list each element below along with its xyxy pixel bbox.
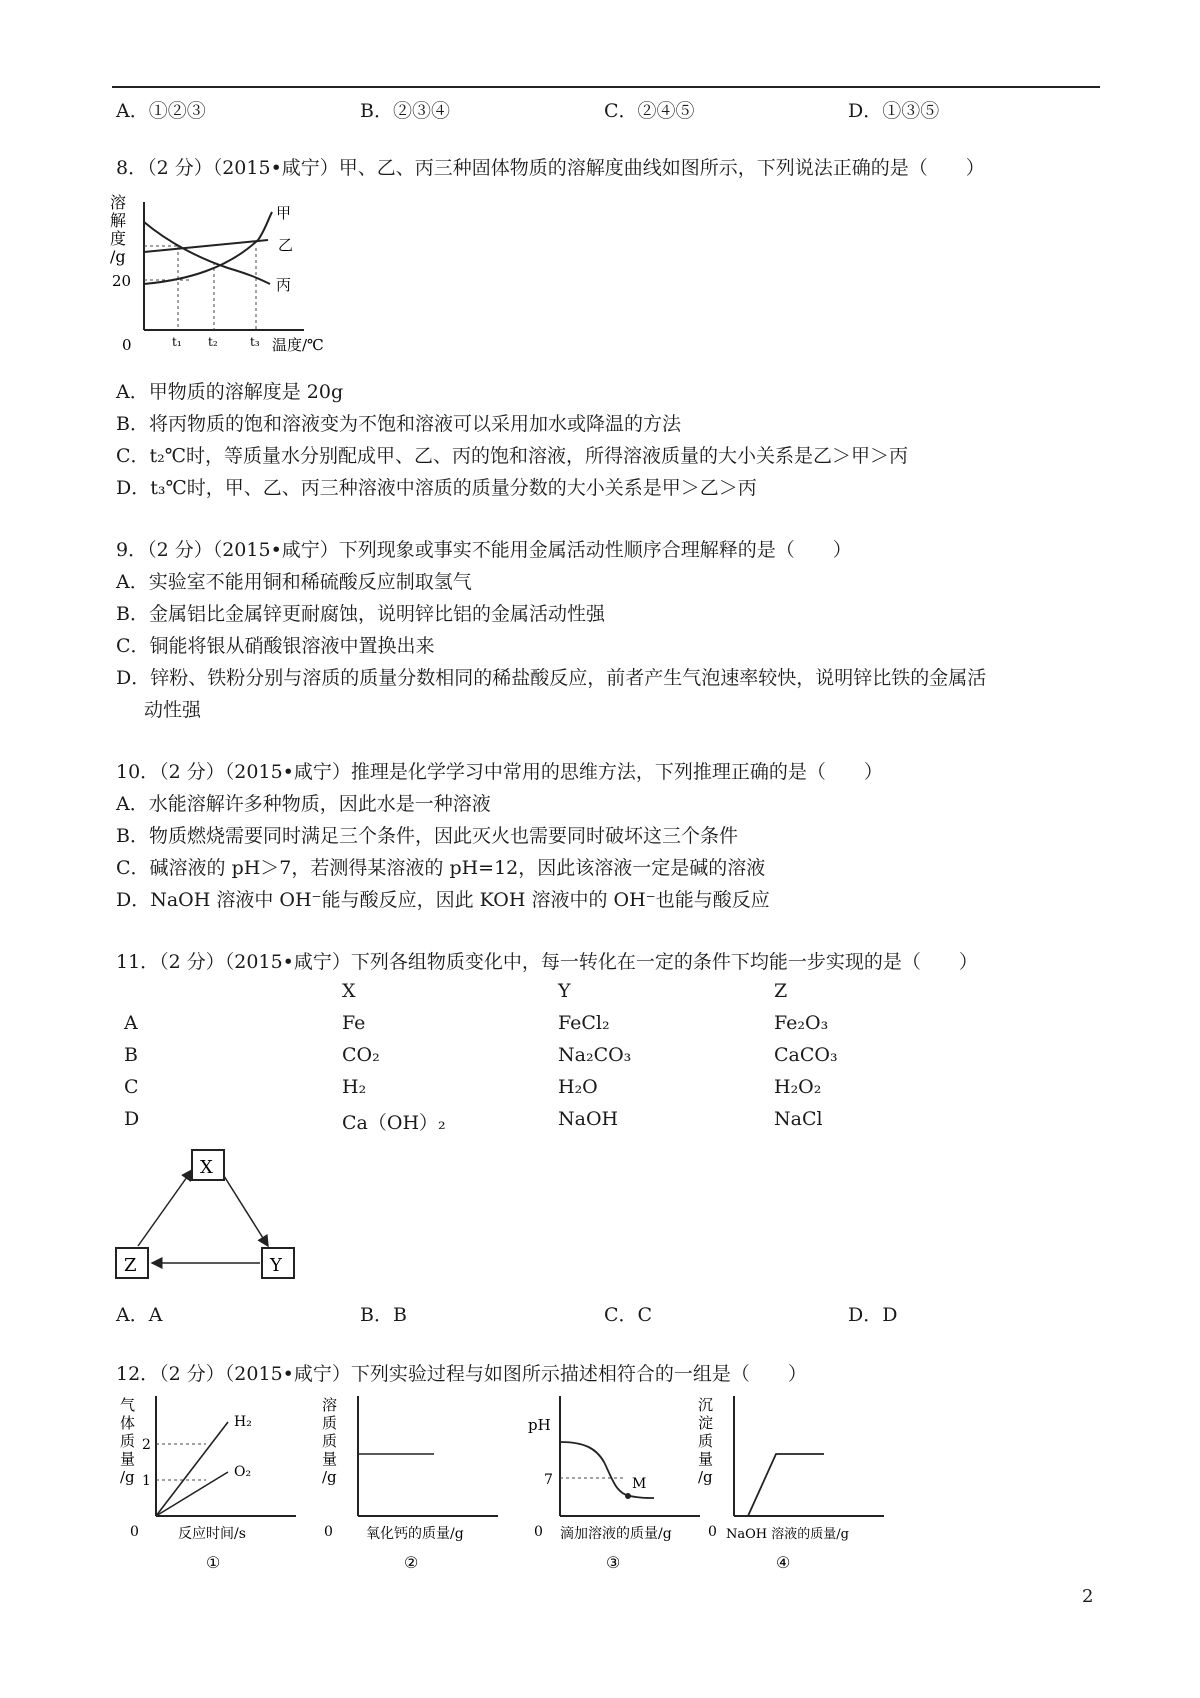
q8-option-b: B．将丙物质的饱和溶液变为不饱和溶液可以采用加水或降温的方法 (116, 413, 681, 435)
q11-row-c-label: C (124, 1076, 139, 1098)
q12-graph-1 (116, 1390, 316, 1580)
q12-g4-caption: ④ (776, 1553, 791, 1572)
q8-ylabel-1: 溶 (110, 193, 127, 212)
q10-option-b: B．物质燃烧需要同时满足三个条件，因此灭火也需要同时破坏这三个条件 (116, 825, 738, 847)
q8-solubility-graph (108, 188, 348, 368)
q12-g4-ylabel-2: 淀 (698, 1414, 714, 1432)
q11-node-x-label: X (200, 1157, 213, 1178)
q8-ylabel-2: 解 (110, 211, 127, 230)
q12-g1-label-h2: H₂ (234, 1414, 252, 1430)
q12-g3-ytick: 7 (544, 1472, 553, 1488)
q12-g1-ylabel-5: /g (120, 1468, 135, 1486)
q12-g2-ylabel-1: 溶 (322, 1396, 338, 1414)
q12-g1-label-o2: O₂ (234, 1464, 252, 1480)
q11-row-b-label: B (124, 1044, 138, 1066)
q11-row-a-z: Fe₂O₃ (774, 1012, 829, 1034)
q12-g2-xlabel: 氧化钙的质量/g (366, 1526, 464, 1542)
q12-stem: 12．（2 分）（2015•咸宁）下列实验过程与如图所示描述相符合的一组是（ ） (116, 1363, 807, 1385)
q11-row-d-label: D (124, 1108, 140, 1130)
q12-g1-origin: 0 (130, 1524, 139, 1540)
q12-g1-xlabel: 反应时间/s (178, 1526, 246, 1542)
q11-row-a-label: A (124, 1012, 138, 1034)
q12-g1-line-o2 (156, 1472, 228, 1516)
q11-row-c-z: H₂O₂ (774, 1076, 822, 1098)
q12-g4-origin: 0 (708, 1524, 717, 1540)
q12-g4-xlabel: NaOH 溶液的质量/g (726, 1527, 849, 1542)
q12-g2-ylabel-3: 质 (322, 1432, 338, 1450)
q11-row-c-x: H₂ (342, 1076, 367, 1098)
q11-node-z-label: Z (124, 1255, 137, 1276)
q11-header-y: Y (558, 980, 571, 1002)
q7-option-d: D．①③⑤ (848, 100, 940, 122)
q11-row-a-x: Fe (342, 1012, 366, 1034)
q12-g3-ylabel: pH (528, 1416, 551, 1434)
q11-option-c: C．C (604, 1304, 653, 1326)
q12-g4-ylabel-3: 质 (698, 1432, 714, 1450)
q12-g1-ytick-1: 1 (142, 1473, 151, 1489)
q12-g3-point-m (625, 1493, 631, 1499)
q11-row-d-y: NaOH (558, 1108, 619, 1130)
q11-row-b-x: CO₂ (342, 1044, 380, 1066)
q8-option-c: C．t₂℃时，等质量水分别配成甲、乙、丙的饱和溶液，所得溶液质量的大小关系是乙＞甲＞丙 (116, 445, 909, 467)
q11-option-a: A．A (116, 1304, 163, 1326)
q12-g3-caption: ③ (606, 1553, 621, 1572)
q10-option-d: D．NaOH 溶液中 OH⁻能与酸反应，因此 KOH 溶液中的 OH⁻也能与酸反应 (116, 889, 770, 911)
q12-g1-line-h2 (156, 1422, 228, 1516)
q11-arrow-x-y (224, 1176, 268, 1246)
q9-option-c: C．铜能将银从硝酸银溶液中置换出来 (116, 635, 435, 657)
q12-g4-ylabel-4: 量 (698, 1450, 714, 1468)
q11-option-d: D．D (848, 1304, 898, 1326)
q12-g3-xlabel: 滴加溶液的质量/g (560, 1526, 672, 1542)
q11-header-z: Z (774, 980, 788, 1002)
q9-option-d-cont: 动性强 (144, 699, 202, 721)
q11-row-d-z: NaCl (774, 1108, 823, 1130)
q12-g2-ylabel-4: 量 (322, 1450, 338, 1468)
q11-option-b: B．B (360, 1304, 407, 1326)
q12-g4-ylabel-5: /g (698, 1468, 713, 1486)
q8-curve-jia (144, 212, 272, 284)
q11-stem: 11．（2 分）（2015•咸宁）下列各组物质变化中，每一转化在一定的条件下均能一步实现的是（ ） (116, 951, 978, 973)
q12-graph-4 (694, 1390, 914, 1580)
q11-transform-diagram (112, 1146, 312, 1286)
q11-header-x: X (342, 980, 356, 1002)
q12-g4-line (734, 1454, 824, 1516)
q7-option-a: A．①②③ (116, 100, 206, 122)
q11-row-d-x: Ca（OH）₂ (342, 1112, 446, 1134)
q12-g2-origin: 0 (324, 1524, 333, 1540)
q8-curve-bing (144, 222, 270, 284)
q9-option-b: B．金属铝比金属锌更耐腐蚀，说明锌比铝的金属活动性强 (116, 603, 605, 625)
q8-ylabel-3: 度 (110, 229, 127, 248)
q10-option-c: C．碱溶液的 pH＞7，若测得某溶液的 pH=12，因此该溶液一定是碱的溶液 (116, 857, 766, 879)
q10-option-a: A．水能溶解许多种物质，因此水是一种溶液 (116, 793, 491, 815)
q12-g4-ylabel-1: 沉 (698, 1396, 714, 1414)
q12-g2-ylabel-2: 质 (322, 1414, 338, 1432)
q8-label-jia: 甲 (276, 204, 292, 222)
q12-g1-ylabel-4: 量 (120, 1450, 136, 1468)
q11-row-b-z: CaCO₃ (774, 1044, 838, 1066)
q11-arrow-z-x (138, 1170, 192, 1246)
q11-node-y-label: Y (270, 1255, 282, 1276)
q11-row-a-y: FeCl₂ (558, 1012, 610, 1034)
q8-label-yi: 乙 (278, 236, 294, 254)
q7-option-c: C．②④⑤ (604, 100, 695, 122)
q10-stem: 10．（2 分）（2015•咸宁）推理是化学学习中常用的思维方法，下列推理正确的是（ ） (116, 761, 883, 783)
q12-graph-3 (520, 1390, 720, 1580)
q12-g2-caption: ② (404, 1553, 419, 1572)
q8-ylabel-4: /g (110, 247, 126, 266)
q9-stem: 9．（2 分）（2015•咸宁）下列现象或事实不能用金属活动性顺序合理解释的是（ ） (116, 539, 852, 561)
q8-stem: 8．（2 分）（2015•咸宁）甲、乙、丙三种固体物质的溶解度曲线如图所示，下列说法正确的是（ ） (116, 157, 985, 179)
q8-option-d: D．t₃℃时，甲、乙、丙三种溶液中溶质的质量分数的大小关系是甲＞乙＞丙 (116, 477, 757, 499)
header-rule (112, 86, 1100, 88)
q8-xlabel: 温度/℃ (272, 336, 324, 354)
q11-row-b-y: Na₂CO₃ (558, 1044, 632, 1066)
q8-ytick: 20 (112, 272, 132, 290)
q12-g3-label-m: M (632, 1476, 647, 1492)
q9-option-d: D．锌粉、铁粉分别与溶质的质量分数相同的稀盐酸反应，前者产生气泡速率较快，说明锌比铁的金属活 (116, 667, 987, 689)
q9-option-a: A．实验室不能用铜和稀硫酸反应制取氢气 (116, 571, 472, 593)
q8-xtick-t2: t₂ (208, 335, 218, 349)
q12-g1-ytick-2: 2 (142, 1437, 151, 1453)
page-number: 2 (1082, 1586, 1094, 1607)
q8-option-a: A．甲物质的溶解度是 20g (116, 381, 344, 403)
q7-option-b: B．②③④ (360, 100, 450, 122)
q12-g1-caption: ① (206, 1553, 221, 1572)
q12-g1-ylabel-2: 体 (120, 1414, 136, 1432)
q12-g1-ylabel-3: 质 (120, 1432, 136, 1450)
q8-xtick-t3: t₃ (250, 335, 260, 349)
q8-label-bing: 丙 (276, 276, 292, 294)
q11-row-c-y: H₂O (558, 1076, 598, 1098)
q12-graph-2 (318, 1390, 518, 1580)
q12-g1-ylabel-1: 气 (120, 1396, 136, 1414)
q12-g2-ylabel-5: /g (322, 1468, 337, 1486)
q8-origin: 0 (122, 336, 132, 354)
q12-g3-origin: 0 (534, 1524, 543, 1540)
q8-xtick-t1: t₁ (172, 335, 182, 349)
